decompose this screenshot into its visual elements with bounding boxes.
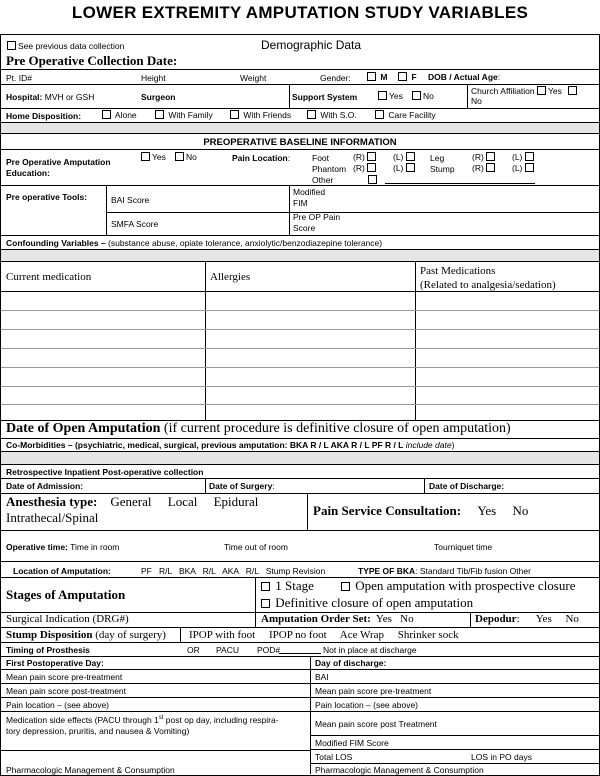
height-label: Height: [141, 73, 166, 83]
left-pharmacologic-management: Pharmacologic Management & Consumption: [6, 765, 175, 775]
day-of-discharge-heading: Day of discharge:: [315, 658, 387, 668]
retrospective-heading: Retrospective Inpatient Post-operative collection: [6, 467, 204, 477]
support-system-label: Support System: [292, 92, 358, 102]
stump-r-checkbox[interactable]: [486, 163, 495, 172]
foot-l[interactable]: (L): [393, 152, 417, 162]
pain-service-consultation: Pain Service Consultation: Yes No: [313, 503, 529, 518]
co-morbidities: Co-Morbidities – (psychiatric, medical, surgical, previous amputation: BKA R / L AKA R / L PF R / L include date): [6, 440, 455, 450]
stage-open-checkbox[interactable]: [341, 582, 350, 591]
stage-definitive-checkbox[interactable]: [261, 599, 270, 608]
support-yes-option[interactable]: Yes: [378, 91, 403, 101]
depodur: Depodur: Yes No: [475, 613, 579, 625]
foot-r[interactable]: (R): [353, 152, 378, 162]
discharge-mean-pre: Mean pain score pre-treatment: [315, 686, 432, 696]
first-day-mean-post: Mean pain score post-treatment: [6, 686, 127, 696]
gender-m-option[interactable]: [367, 72, 387, 82]
stage-open-option[interactable]: Open amputation with prospective closure: [341, 578, 575, 594]
pain-location-leg: Leg: [430, 153, 445, 163]
other-checkbox[interactable]: [368, 175, 379, 185]
gender-label: Gender:: [320, 73, 351, 83]
pod-blank-line: [279, 653, 321, 654]
page-title: LOWER EXTREMITY AMPUTATION STUDY VARIABLES: [71, 3, 529, 22]
preop-baseline-heading: PREOPERATIVE BASELINE INFORMATION: [203, 137, 397, 148]
preop-tools-label: Pre operative Tools:: [6, 192, 88, 202]
smfa-score-label: SMFA Score: [111, 219, 159, 229]
date-of-surgery: Date of Surgery:: [209, 481, 275, 491]
home-option-so[interactable]: With S.O.: [307, 110, 357, 120]
stump-l-checkbox[interactable]: [525, 163, 534, 172]
stump-disposition: Stump Disposition (day of surgery): [6, 629, 166, 641]
amputation-order-set: Amputation Order Set: Yes No: [261, 613, 414, 625]
pre-op-collection-date: Pre Operative Collection Date:: [6, 53, 178, 68]
surgical-indication: Surgical Indication (DRG#): [6, 613, 129, 625]
hospital-field: Hospital: MVH or GSH: [6, 92, 95, 102]
see-previous-option[interactable]: [7, 41, 124, 51]
education-yes-checkbox[interactable]: [141, 152, 150, 161]
pain-service-no[interactable]: No: [512, 503, 529, 518]
stump-r[interactable]: (R): [472, 163, 497, 173]
leg-l[interactable]: (L): [512, 152, 536, 162]
bai-score-label: BAI Score: [111, 195, 150, 205]
home-care-checkbox[interactable]: [375, 110, 384, 119]
total-los: Total LOS: [315, 752, 353, 762]
los-po-days: LOS in PO days: [471, 752, 532, 762]
stage-one-option[interactable]: 1 Stage: [261, 578, 314, 594]
medication-side-effects: Medication side effects (PACU through 1st post op day, including respira- tory depression, pruritis, and nausea & Vomiting): [6, 714, 279, 736]
home-option-friends[interactable]: With Friends: [230, 110, 291, 120]
operative-time: Operative time: Time in room: [6, 542, 120, 552]
first-day-mean-pre: Mean pain score pre-treatment: [6, 672, 123, 682]
prosthesis-pod: POD#: [257, 645, 281, 655]
church-no-checkbox[interactable]: [568, 86, 577, 95]
anesthesia-local[interactable]: Local: [167, 494, 198, 509]
gender-f-checkbox[interactable]: [398, 72, 407, 81]
weight-label: Weight: [240, 73, 267, 83]
other-line: [385, 183, 535, 184]
home-alone-checkbox[interactable]: [102, 110, 111, 119]
pain-location-stump: Stump: [430, 164, 455, 174]
foot-r-checkbox[interactable]: [367, 152, 376, 161]
stage-one-checkbox[interactable]: [261, 582, 270, 591]
demographic-heading: Demographic Data: [261, 38, 362, 52]
stump-options: IPOP with foot IPOP no foot Ace Wrap Shrinker sock: [189, 629, 459, 641]
location-options: PF R/L BKA R/L AKA R/L Stump Revision: [141, 566, 326, 576]
prosthesis-pacu: PACU: [216, 645, 239, 655]
surgeon-label: Surgeon: [141, 92, 176, 102]
education-yes-option[interactable]: Yes: [141, 152, 166, 162]
stages-of-amputation: Stages of Amputation: [6, 587, 126, 602]
discharge-pain-location: Pain location – (see above): [315, 700, 419, 710]
see-previous-label: See previous data collection: [18, 41, 125, 51]
date-open-amputation: Date of Open Amputation (if current procedure is definitive closure of open amputation): [6, 421, 511, 436]
type-of-bka: TYPE OF BKA: Standard Tib/Fib fusion Other: [358, 566, 531, 576]
gender-f-option[interactable]: [398, 72, 417, 82]
dob-label: DOB / Actual Age:: [428, 72, 501, 82]
prosthesis-not-in-place: Not in place at discharge: [323, 645, 417, 655]
phantom-r[interactable]: (R): [353, 163, 378, 173]
home-family-checkbox[interactable]: [155, 110, 164, 119]
pain-location-other: Other: [312, 175, 334, 185]
date-of-admission: Date of Admission:: [6, 481, 84, 491]
home-friends-checkbox[interactable]: [230, 110, 239, 119]
time-out-of-room: Time out of room: [224, 542, 288, 552]
support-no-option[interactable]: No: [412, 91, 434, 101]
church-yes-checkbox[interactable]: [537, 86, 546, 95]
preop-education-label: Pre Operative Amputation Education:: [6, 157, 111, 178]
pain-location-foot: Foot: [312, 153, 330, 163]
date-of-discharge: Date of Discharge:: [429, 481, 505, 491]
pain-service-yes[interactable]: Yes: [477, 503, 497, 518]
gender-f-label: F: [411, 72, 417, 82]
phantom-l[interactable]: (L): [393, 163, 417, 173]
preop-pain-score-label: Pre OP Pain Score: [293, 212, 341, 233]
home-option-family[interactable]: With Family: [155, 110, 213, 120]
see-previous-checkbox[interactable]: [7, 41, 16, 50]
timing-of-prosthesis: Timing of Prosthesis: [6, 645, 90, 655]
right-pharmacologic-management: Pharmacologic Management & Consumption: [315, 765, 484, 775]
home-disposition-label: Home Disposition:: [6, 111, 82, 121]
phantom-r-checkbox[interactable]: [367, 163, 376, 172]
first-postop-day-heading: First Postoperative Day:: [6, 658, 104, 668]
home-so-checkbox[interactable]: [307, 110, 316, 119]
pain-location-phantom: Phantom: [312, 164, 347, 174]
prosthesis-or: OR: [187, 645, 200, 655]
anesthesia-intrathecal[interactable]: Intrathecal/Spinal: [6, 510, 99, 525]
discharge-bai: BAI: [315, 672, 329, 682]
home-option-care[interactable]: Care Facility: [375, 110, 436, 120]
current-medication-header: Current medication: [6, 271, 92, 283]
past-medications-header: Past Medications (Related to analgesia/sedation): [420, 265, 556, 291]
confounding-variables: Confounding Variables – (substance abuse, opiate tolerance, anxiolytic/benzodiazepine tolerance): [6, 238, 383, 248]
support-yes-checkbox[interactable]: [378, 91, 387, 100]
church-affiliation: Church Affiliation Yes No: [471, 86, 579, 106]
support-no-checkbox[interactable]: [412, 91, 421, 100]
first-day-pain-location: Pain location – (see above): [6, 700, 110, 710]
location-of-amputation: Location of Amputation:: [13, 566, 111, 576]
tourniquet-time: Tourniquet time: [434, 542, 493, 552]
anesthesia-epidural[interactable]: Epidural: [213, 494, 259, 509]
discharge-mean-post: Mean pain score post Treatment: [315, 719, 437, 729]
modified-fim-label: Modified FIM: [293, 187, 326, 208]
home-option-alone[interactable]: Alone: [102, 110, 137, 120]
education-no-checkbox[interactable]: [175, 152, 184, 161]
education-no-option[interactable]: No: [175, 152, 197, 162]
leg-r[interactable]: (R): [472, 152, 497, 162]
gender-m-label: M: [380, 72, 388, 82]
leg-r-checkbox[interactable]: [486, 152, 495, 161]
anesthesia-type: Anesthesia type: General Local Epidural Intrathecal/Spinal: [6, 494, 259, 525]
discharge-modified-fim: Modified FIM Score: [315, 738, 389, 748]
pt-id-label: Pt. ID#: [6, 73, 32, 83]
stage-definitive-option[interactable]: Definitive closure of open amputation: [261, 595, 473, 611]
pain-location-label: Pain Location:: [232, 153, 291, 163]
stump-l[interactable]: (L): [512, 163, 536, 173]
phantom-l-checkbox[interactable]: [406, 163, 415, 172]
allergies-header: Allergies: [210, 271, 251, 283]
leg-l-checkbox[interactable]: [525, 152, 534, 161]
gender-m-checkbox[interactable]: [367, 72, 376, 81]
foot-l-checkbox[interactable]: [406, 152, 415, 161]
anesthesia-general[interactable]: General: [110, 494, 152, 509]
